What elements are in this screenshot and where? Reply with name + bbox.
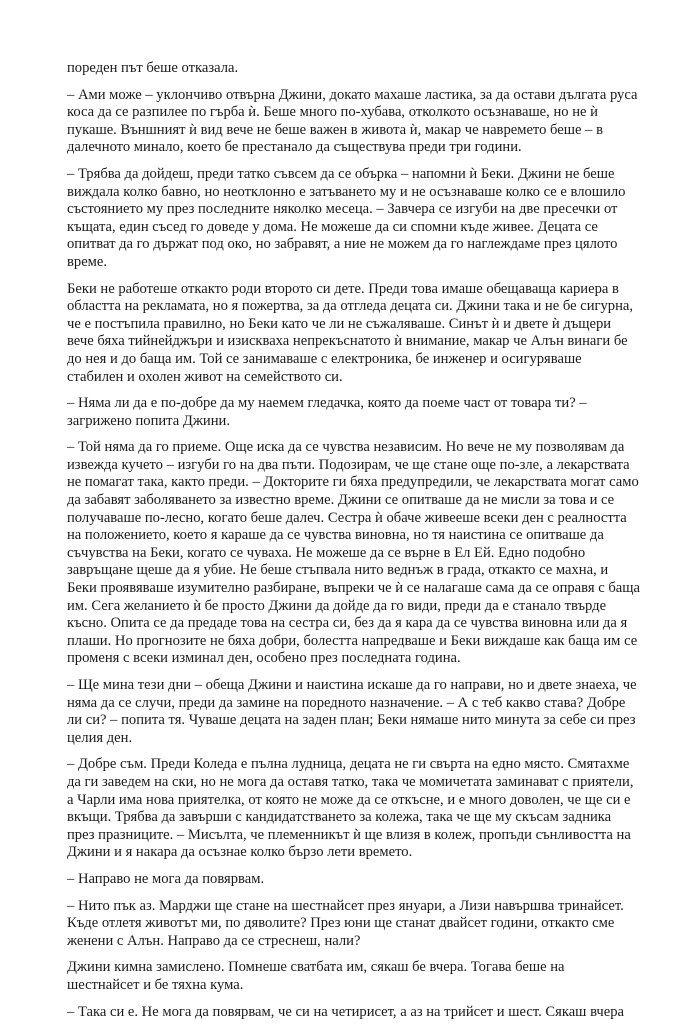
- paragraph: – Ще мина тези дни – обеща Джини и наистина искаше да го направи, но и двете знаеха, че няма да се случи, преди да замине на поредното назначение. – А с теб какво става? Добре ли си? – попита тя. Чуваше децата на заден план; Беки нямаше нито минута за себе си през целия ден.: [67, 677, 637, 746]
- paragraph: – Няма ли да е по-добре да му наемем гледачка, която да поеме част от товара ти? – загрижено попита Джини.: [67, 395, 587, 429]
- paragraph: – Той няма да го приеме. Още иска да се чувства независим. Но вече не му позволявам да извежда кучето – изгуби го на два пъти. Подозирам, че ще стане още по-зле, а лекарствата не помагат така, както преди. – Докторите ги бяха предупредили, че лекарствата могат само да забавят заболяването за известно време. Джини се опитваше да не мисли за това и се получаваше по-лесно, когато беше далеч. Сестра ѝ обаче живееше всеки ден с реалността на положението, което я караше да се чувства виновна, но тя наистина се опитваше да съчувства на Беки, когато се чуваха. Не можеше да се върне в Ел Ей. Едно подобно завръщане щеше да я убие. Не беше стъпвала нито веднъж в града, откакто се махна, и Беки проявяваше изумително разбиране, въпреки че ѝ се налагаше сама да се оправя с баща им. Сега желанието ѝ бе просто Джини да дойде да го види, преди да е станало твърде късно. Опита се да предаде това на сестра си, без да я кара да се чувства виновна или да я плаши. Но прогнозите не бяха добри, болестта напредваше и Беки виждаше как баща им се променя с всеки изминал ден, особено през последната година.: [67, 439, 640, 667]
- paragraph: – Нито пък аз. Марджи ще стане на шестнайсет през януари, а Лизи навършва тринайсет. Къде отлетя животът ми, по дяволите? През юни ще станат двайсет години, откакто сме женени с Алън. Направо да се стреснеш, нали?: [67, 897, 624, 949]
- paragraph: – Направо не мога да повярвам.: [67, 870, 265, 887]
- paragraph: – Така си е. Не мога да повярвам, че си на четирисет, а аз на трийсет и шест. Сякаш вчера: [67, 1003, 624, 1020]
- paragraph: пореден път беше отказала.: [67, 60, 239, 76]
- paragraph: – Трябва да дойдеш, преди татко съвсем да се обърка – напомни ѝ Беки. Джини не беше виждала колко бавно, но неотклонно е затъването му и не осъзнаваше колко се е влошило състоянието му през последните няколко месеца. – Завчера се изгуби на две пресечки от къщата, един съсед го доведе у дома. Не можеше да си спомни къде живее. Децата се опитват да го държат под око, но забравят, а ние не можем да го наглеждаме през цялото време.: [67, 165, 626, 270]
- paragraph: – Добре съм. Преди Коледа е пълна лудница, децата не ги свърта на едно място. Смятахме да ги заведем на ски, но не мога да оставя татко, така че момичетата заминават с приятели, а Чарли има нова приятелка, от която не може да се откъсне, и е много доволен, че ще си е вкъщи. Трябва да завърши с кандидатстването за колежа, така че ще му скъсам задника през празниците. – Мисълта, че племенникът ѝ ще влизя в колеж, пропъди сънливостта на Джини и я накара да осъзнае колко бързо лети времето.: [67, 756, 634, 861]
- paragraph: Беки не работеше откакто роди второто си дете. Преди това имаше обещаваща кариера в областта на рекламата, но я пожертва, за да отгледа децата си. Джини така и не бе сигурна, че е постъпила правилно, но Беки като че ли не съжаляваше. Синът ѝ и двете ѝ дъщери вече бяха тийнейджъри и изискваха непрекъснатото ѝ внимание, макар че Алън винаги бе до нея и до баща им. Той се занимаваше с електроника, бе инженер и осигуряваше стабилен и охолен живот на семейството си.: [67, 280, 634, 385]
- paragraph: – Ами може – уклончиво отвърна Джини, докато махаше ластика, за да остави дългата руса коса да се разпилее по гърба ѝ. Беше много по-хубава, отколкото осъзнаваше, но не ѝ пукаше. Външният ѝ вид вече не беше важен в живота ѝ, макар че навремето беше – в далечното минало, което бе престанало да съществува преди три години.: [67, 86, 638, 156]
- paragraph: Джини кимна замислено. Помнеше сватбата им, сякаш бе вчера. Тогава беше на шестнайсет и бе тяхна кума.: [67, 959, 565, 993]
- book-page: [67, 60, 640, 1030]
